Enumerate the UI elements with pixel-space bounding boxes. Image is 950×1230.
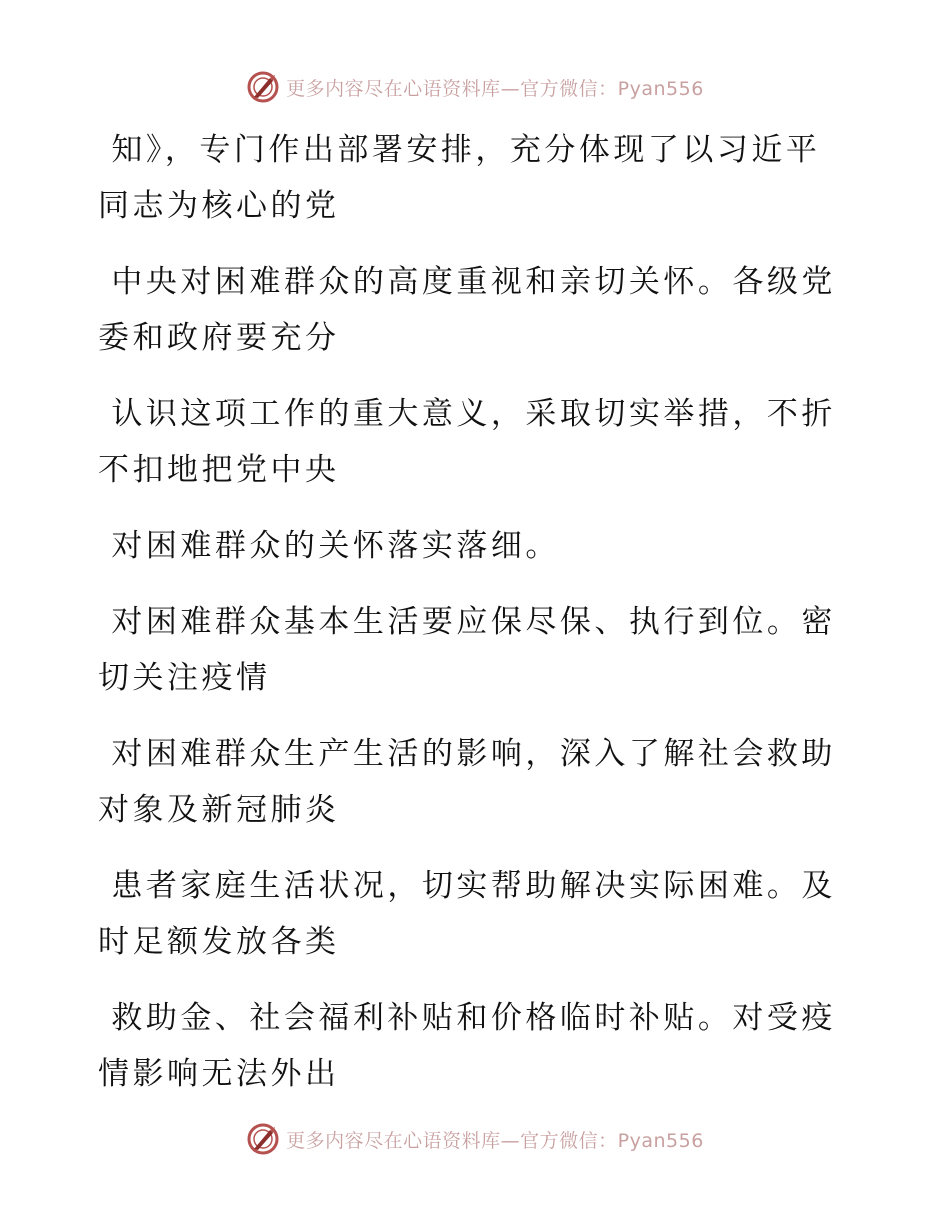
header-watermark [0, 70, 950, 104]
quill-circle-logo-icon [246, 70, 280, 104]
paragraph-5: 对困难群众基本生活要应保尽保、执行到位。密切关注疫情 [98, 604, 836, 696]
paragraph-1: 知》，专门作出部署安排，充分体现了以习近平同志为核心的党 [98, 132, 821, 224]
footer-watermark [0, 1122, 950, 1156]
paragraph-4: 对困难群众的关怀落实落细。 [98, 528, 560, 564]
quill-circle-logo-icon [246, 1122, 280, 1156]
header-watermark-text: 更多内容尽在心语资料库—官方微信：Pyan556 [286, 77, 704, 100]
paragraph-2: 中央对困难群众的高度重视和亲切关怀。各级党委和政府要充分 [98, 264, 836, 356]
document-body [98, 122, 838, 1122]
paragraph-3: 认识这项工作的重大意义，采取切实举措，不折不扣地把党中央 [98, 396, 836, 488]
paragraph-7: 患者家庭生活状况，切实帮助解决实际困难。及时足额发放各类 [98, 868, 836, 960]
footer-watermark-text: 更多内容尽在心语资料库—官方微信：Pyan556 [286, 1129, 704, 1152]
paragraph-6: 对困难群众生产生活的影响，深入了解社会救助对象及新冠肺炎 [98, 736, 836, 828]
paragraph-8: 救助金、社会福利补贴和价格临时补贴。对受疫情影响无法外出 [98, 1000, 836, 1092]
